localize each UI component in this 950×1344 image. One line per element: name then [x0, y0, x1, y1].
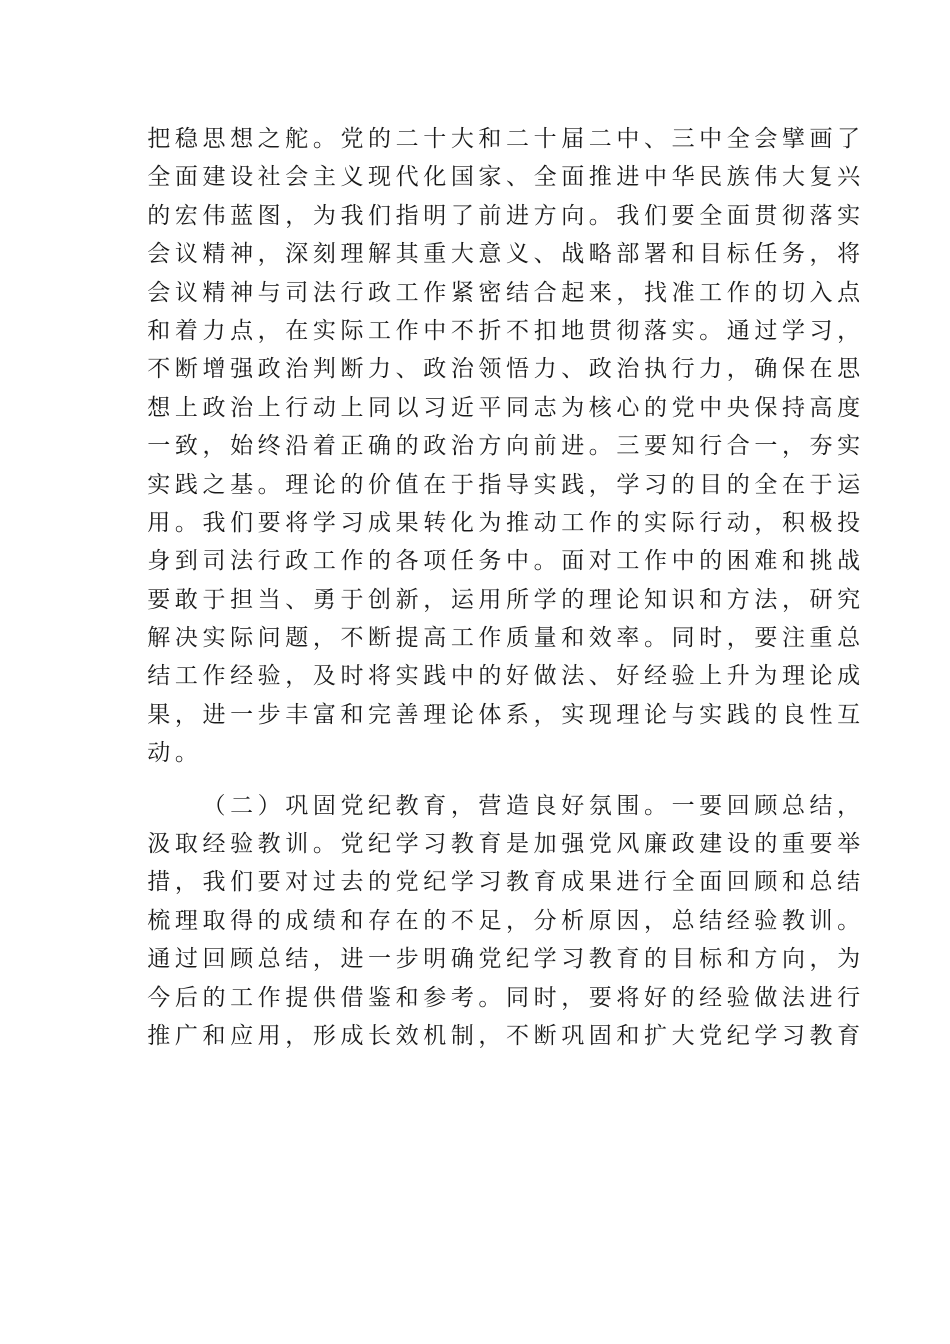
- text-line: 要 敢 于 担 当 、 勇 于 创 新 ， 运 用 所 学 的 理 论 知 识 和 方 法 ， 研 究: [147, 586, 861, 613]
- text-line: 和 着 力 点 ， 在 实 际 工 作 中 不 折 不 扣 地 贯 彻 落 实 。 通 过 学 习 ，: [147, 317, 861, 344]
- text-line: 今 后 的 工 作 提 供 借 鉴 和 参 考 。 同 时 ， 要 将 好 的 经 验 做 法 进 行: [147, 984, 861, 1011]
- text-line: （ 二 ） 巩 固 党 纪 教 育 ， 营 造 良 好 氛 围 。 一 要 回 顾 总 结 ，: [202, 792, 861, 819]
- text-line: 想 上 政 治 上 行 动 上 同 以 习 近 平 同 志 为 核 心 的 党 中 央 保 持 高 度: [147, 394, 861, 421]
- text-line: 会 议 精 神 与 司 法 行 政 工 作 紧 密 结 合 起 来 ， 找 准 工 作 的 切 入 点: [147, 279, 861, 306]
- text-line: 汲 取 经 验 教 训 。 党 纪 学 习 教 育 是 加 强 党 风 廉 政 建 设 的 重 要 举: [147, 831, 861, 858]
- text-line: 把 稳 思 想 之 舵 。 党 的 二 十 大 和 二 十 届 二 中 、 三 中 全 会 擘 画 了: [147, 126, 861, 152]
- text-line: 用 。 我 们 要 将 学 习 成 果 转 化 为 推 动 工 作 的 实 际 行 动 ， 积 极 投: [147, 509, 861, 536]
- text-line: 的 宏 伟 蓝 图 ， 为 我 们 指 明 了 前 进 方 向 。 我 们 要 全 面 贯 彻 落 实: [147, 202, 861, 229]
- text-line: 实 践 之 基 。 理 论 的 价 值 在 于 指 导 实 践 ， 学 习 的 目 的 全 在 于 运: [147, 471, 861, 498]
- text-line: 推 广 和 应 用 ， 形 成 长 效 机 制 ， 不 断 巩 固 和 扩 大 党 纪 学 习 教 育: [147, 1022, 861, 1049]
- text-line: 不 断 增 强 政 治 判 断 力 、 政 治 领 悟 力 、 政 治 执 行 力 ， 确 保 在 思: [147, 356, 861, 383]
- text-line: 会 议 精 神 ， 深 刻 理 解 其 重 大 意 义 、 战 略 部 署 和 目 标 任 务 ， 将: [147, 241, 861, 268]
- text-line: 梳 理 取 得 的 成 绩 和 存 在 的 不 足 ， 分 析 原 因 ， 总 结 经 验 教 训 。: [147, 907, 861, 934]
- text-line: 动 。: [147, 740, 198, 767]
- text-line: 措 ， 我 们 要 对 过 去 的 党 纪 学 习 教 育 成 果 进 行 全 面 回 顾 和 总 结: [147, 869, 861, 896]
- paragraph-p2: [145, 787, 861, 1056]
- text-line: 全 面 建 设 社 会 主 义 现 代 化 国 家 、 全 面 推 进 中 华 民 族 伟 大 复 兴: [147, 164, 861, 191]
- text-line: 一 致 ， 始 终 沿 着 正 确 的 政 治 方 向 前 进 。 三 要 知 行 合 一 ， 夯 实: [147, 433, 861, 460]
- paragraph-gap: [145, 773, 813, 787]
- paragraph-p1: [145, 120, 861, 773]
- text-line: 结 工 作 经 验 ， 及 时 将 实 践 中 的 好 做 法 、 好 经 验 上 升 为 理 论 成: [147, 663, 861, 690]
- text-line: 果 ， 进 一 步 丰 富 和 完 善 理 论 体 系 ， 实 现 理 论 与 实 践 的 良 性 互: [147, 701, 861, 728]
- text-line: 通 过 回 顾 总 结 ， 进 一 步 明 确 党 纪 学 习 教 育 的 目 标 和 方 向 ， 为: [147, 946, 861, 973]
- text-line: 解 决 实 际 问 题 ， 不 断 提 高 工 作 质 量 和 效 率 。 同 时 ， 要 注 重 总: [147, 625, 861, 652]
- text-line: 身 到 司 法 行 政 工 作 的 各 项 任 务 中 。 面 对 工 作 中 的 困 难 和 挑 战: [147, 548, 861, 575]
- document-body: [145, 120, 861, 1055]
